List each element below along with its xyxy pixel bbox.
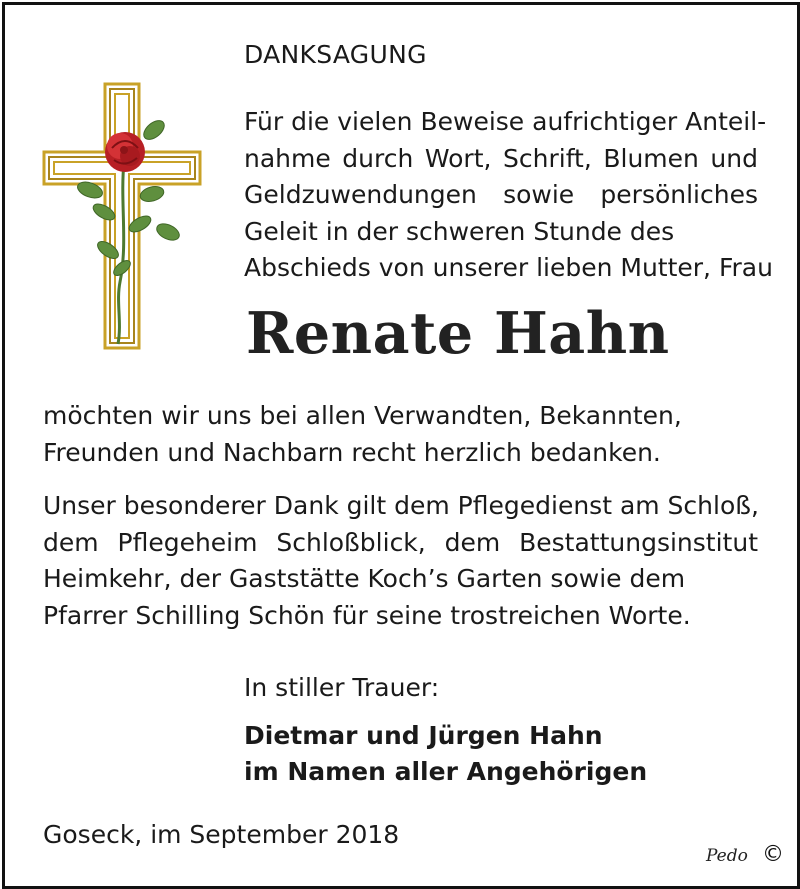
special-thanks-line: Pfarrer Schilling Schön für seine trostreichen Worte. xyxy=(43,600,691,630)
designer-signature: Pedo xyxy=(706,846,748,866)
thanks-paragraph xyxy=(43,398,758,471)
family-line: im Namen aller Angehörigen xyxy=(244,757,648,786)
thanks-line: Freunden und Nachbarn recht herzlich bedanken. xyxy=(43,437,661,467)
deceased-name: Renate Hahn xyxy=(246,300,670,367)
intro-line: Geleit in der schweren Stunde des xyxy=(244,216,675,246)
special-thanks-line: Unser besonderer Dank gilt dem Pflegedienst am Schloß, xyxy=(43,491,759,520)
intro-line: Geldzuwendungen sowie persönliches xyxy=(244,180,758,209)
page-title: DANKSAGUNG xyxy=(244,40,427,69)
cross-with-rose-icon xyxy=(42,82,202,350)
thanks-line: möchten wir uns bei allen Verwandten, Bekannten, xyxy=(43,401,682,430)
special-thanks-line: dem Pflegeheim Schloßblick, dem Bestattungsinstitut xyxy=(43,527,758,557)
copyright-icon: © xyxy=(762,842,784,867)
family-signature xyxy=(244,718,647,790)
intro-line: Abschieds von unserer lieben Mutter, Frau xyxy=(244,253,773,282)
mourning-intro: In stiller Trauer: xyxy=(244,673,440,702)
special-thanks-line: Heimkehr, der Gaststätte Koch’s Garten sowie dem xyxy=(43,564,686,593)
intro-line: nahme durch Wort, Schrift, Blumen und xyxy=(244,143,758,173)
intro-line: Für die vielen Beweise aufrichtiger Anteil- xyxy=(244,107,767,136)
intro-paragraph xyxy=(244,104,773,287)
special-thanks-paragraph xyxy=(43,488,758,634)
place-date: Goseck, im September 2018 xyxy=(43,820,400,849)
family-line: Dietmar und Jürgen Hahn xyxy=(244,721,603,750)
